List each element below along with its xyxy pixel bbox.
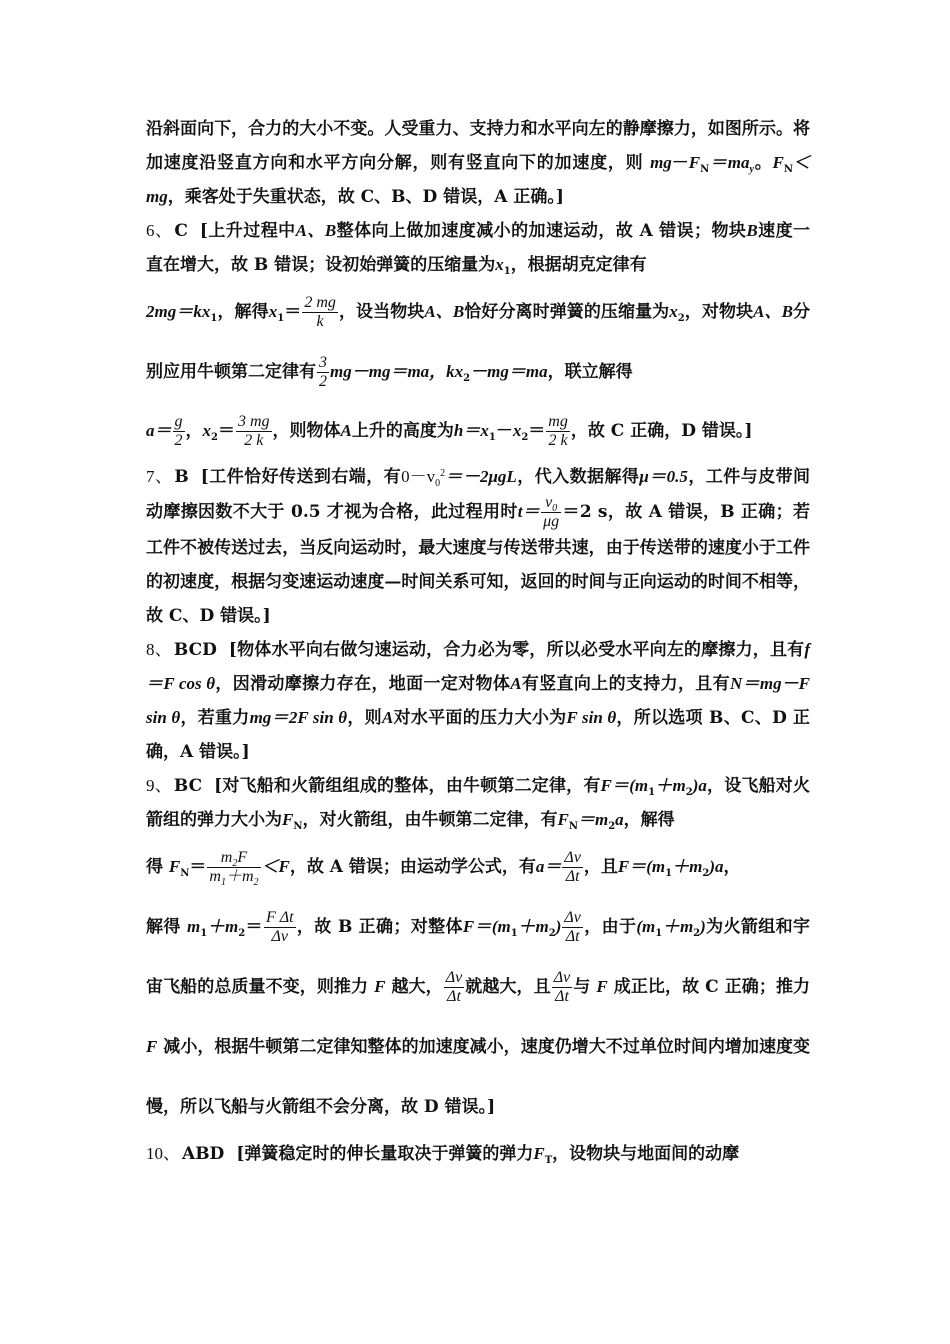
answer-item-9-line4: 解得 $m_1+m_2=$ $\frac{\text{F Δt}}{\Delta v}$ ，故 B 正确；对整体$F=(m_1+m_2)$ $\frac{\Delta v}{\Delta t}$ ，由于$(m_1+m_2)$为火箭组和宇宙飞船的总质量不变，则推力 F 越大， $\frac{\Delta v}{\Delta t}$ 就越大，且 $\frac{\Delta v}{\Delta t}$ 与 F 成正比，故 C 正确；推力 F 减小，根据牛顿第二定律知整体的加速度减小，速度仍增大不过单位时间内增加速度变慢，所以飞船与火箭组不会分离，故 D 错误。]	[146, 909, 811, 1117]
fraction-g-over-2: $\frac{g}{2}$	[174, 413, 183, 449]
item-answer: B	[174, 467, 189, 487]
fraction-dv-over-dt: $\frac{\Delta v}{\Delta t}$	[553, 969, 571, 1005]
answer-item-7: 7、 B [工件恰好传送到右端，有$0-v_0^2=-2\mu gL$，代入数据解得μ＝0.5，工件与皮带间动摩擦因数不大于 0.5 才视为合格，此过程用时t＝ $\frac{v_0}{\mu g}$ ＝2 s，故 A 错误，B 正确；若工件不被传送过去，当反向运动时，最大速度与传送带共速，由于传送带的速度小于工件的初速度，根据匀变速运动速度—时间关系可知，返回的时间与正向运动的时间不相等，故 C、D 错误。]	[146, 467, 811, 626]
answer-item-8: 8、 BCD [物体水平向右做匀速运动，合力必为零，所以必受水平向左的摩擦力，且有f＝F cos θ，因滑动摩擦力存在，地面一定对物体A有竖直向上的支持力，且有N＝mg－F sin θ，若重力mg＝2F sin θ，则A对水平面的压力大小为F sin θ，所以选项 B、C、D 正确，A 错误。]	[146, 640, 811, 762]
answer-item-9: 9、 BC [对飞船和火箭组组成的整体，由牛顿第二定律，有$F=(m_1+m_2)a$，设飞船对火箭组的弹力大小为$F_N$，对火箭组，由牛顿第二定律，有$F_N=m_2a$，解得	[146, 776, 811, 832]
item-answer: BC	[173, 776, 203, 796]
item-answer: C	[174, 221, 188, 241]
fraction-dv-over-dt: $\frac{\Delta v}{\Delta t}$	[564, 909, 581, 945]
item-number: 10、	[146, 1144, 180, 1163]
fraction-mg-over-2k: $\frac{mg}{2 k}$	[548, 413, 568, 449]
item-number: 8、	[146, 640, 172, 659]
item-answer: BCD	[173, 640, 217, 660]
fraction-dv-over-dt: $\frac{\Delta v}{\Delta t}$	[564, 849, 581, 885]
fraction-m2F-over-m1m2: $\frac{m_2F}{m_1+m_2}$	[209, 849, 259, 888]
answer-item-10: 10、 ABD [弹簧稳定时的伸长量取决于弹簧的弹力$F_T$，设物块与地面间的动摩	[146, 1144, 740, 1166]
fraction-2mg-over-k: $\frac{2 mg}{k}$	[304, 294, 336, 330]
answer-item-6: 6、 C [上升过程中A、B整体向上做加速度减小的加速运动，故 A 错误；物块B速度一直在增大，故 B 错误；设初始弹簧的压缩量为$x_1$，根据胡克定律有	[146, 221, 811, 277]
item-number: 7、	[146, 467, 173, 486]
answer-item-6-line5: a＝ $\frac{g}{2}$ ，$x_2=$ $\frac{3 mg}{2 k}$ ，则物体A上升的高度为$h=x_1-x_2=$ $\frac{mg}{2 k}$ ，故 C 正确，D 错误。]	[146, 413, 753, 449]
item-answer: ABD	[182, 1144, 225, 1164]
answer-text-block	[146, 112, 810, 1171]
fraction-3mg-over-2k: $\frac{3 mg}{2 k}$	[237, 413, 270, 449]
answer-item-9-line3: 得 $F_N=$ $\frac{m_2F}{m_1+m_2}$ ＜F，故 A 错误；由运动学公式，有a＝ $\frac{\Delta v}{\Delta t}$ ，且$F=(m_1+m_2)a$，	[146, 849, 741, 888]
fraction-3-over-2: $\frac{3}{2}$	[319, 354, 327, 390]
item-number: 6、	[146, 221, 173, 240]
fraction-FDt-over-dv: $\frac{\text{F Δt}}{\Delta v}$	[265, 909, 294, 945]
fraction-dv-over-dt: $\frac{\Delta v}{\Delta t}$	[445, 969, 463, 1005]
paragraph-continued: 沿斜面向下，合力的大小不变。人受重力、支持力和水平向左的静摩擦力，如图所示。将加速度沿竖直方向和水平方向分解，则有竖直向下的加速度，则 $mg-F_N=ma_y$。$F_N<mg$，乘客处于失重状态，故 C、B、D 错误，A 正确。]	[146, 119, 810, 207]
fraction-v0-over-mug: $\frac{v_0}{\mu g}$	[543, 494, 560, 530]
answer-item-6-line3: $2mg=kx_1$，解得$x_1=$ $\frac{2 mg}{k}$ ，设当物块A、B恰好分离时弹簧的压缩量为$x_2$，对物块A、B分别应用牛顿第二定律有 $\frac{3}{2}$ mg－mg＝ma，$kx_2-mg=ma$，联立解得	[146, 294, 811, 390]
item-number: 9、	[146, 776, 172, 795]
